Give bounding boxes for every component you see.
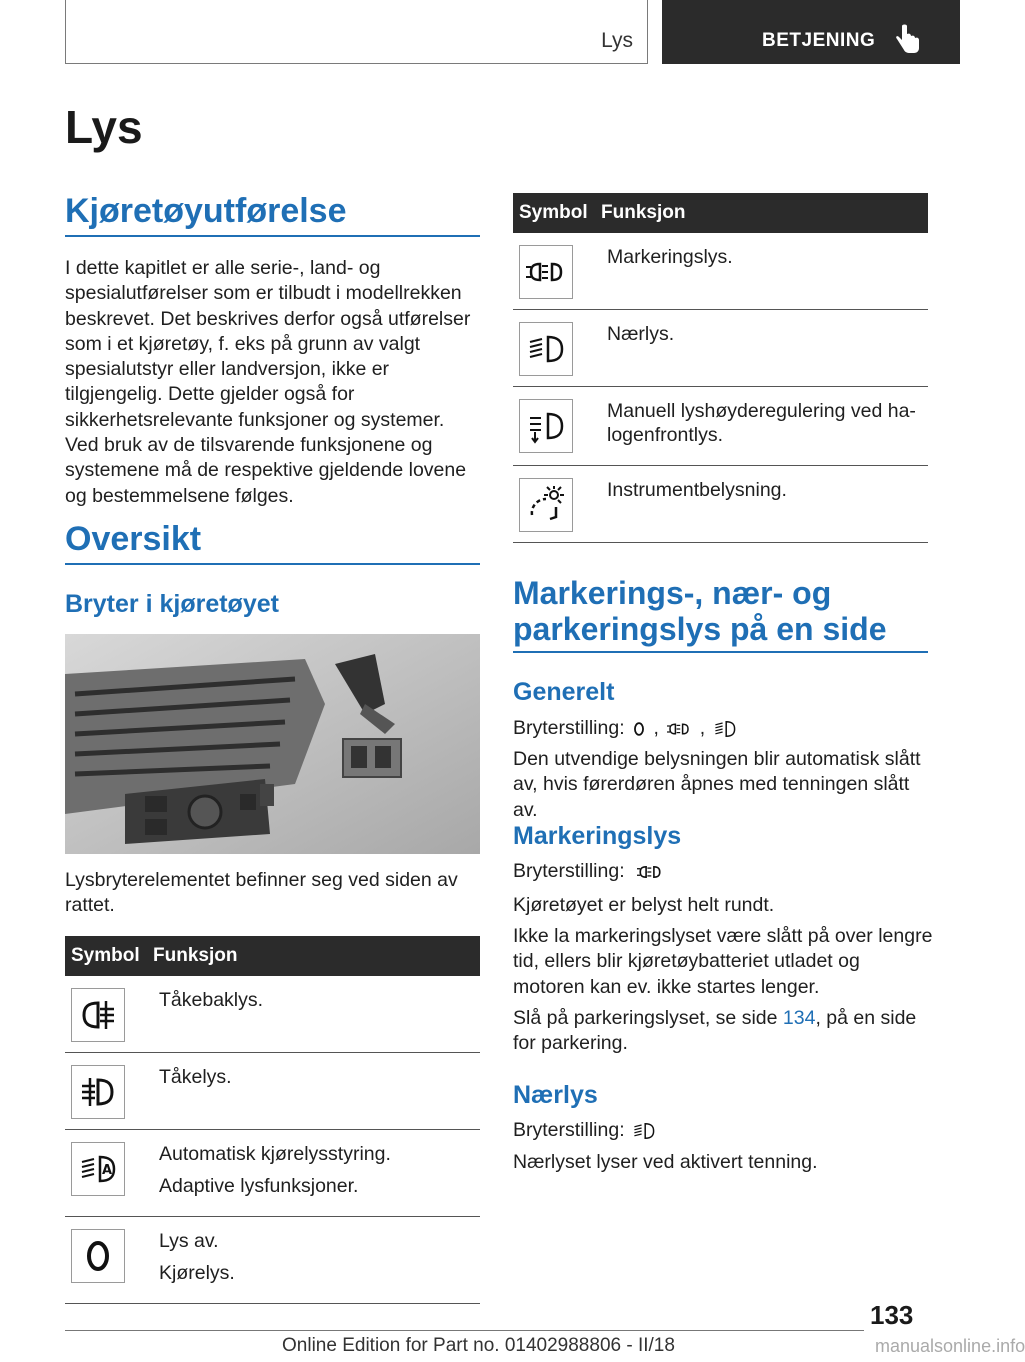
function-text: Automatisk kjørelysstyring. — [159, 1143, 391, 1165]
table-row — [65, 1053, 480, 1130]
page-title: Lys — [65, 101, 143, 153]
front-fog-light-icon — [71, 1065, 125, 1119]
function-text: Tåkelys. — [159, 1066, 232, 1088]
switch-position-general: Bryterstilling: , , — [513, 716, 933, 741]
parking-light-icon — [664, 717, 694, 741]
heading-rule — [65, 235, 480, 237]
heading-rule — [65, 563, 480, 565]
parking-text-2: Ikke la markeringslyset være slått på over lengre tid, ellers blir kjøretøybatteriet utladet og motoren kan ev. ikke startes lenger. — [513, 925, 933, 998]
col-header-symbol: Symbol — [65, 936, 153, 976]
switch-label: Bryterstilling: — [513, 860, 625, 883]
low-beam-icon — [711, 717, 739, 741]
lights-off-icon — [630, 718, 648, 740]
heading-rule — [513, 651, 928, 653]
symbol-table-right — [513, 193, 928, 543]
header-section-box — [65, 0, 648, 64]
instrument-lighting-icon — [519, 478, 573, 532]
light-switch-photo — [65, 634, 480, 854]
parking-light-icon — [630, 859, 670, 885]
col-header-function: Funksjon — [153, 936, 480, 976]
function-text: Instrumentbelysning. — [607, 479, 787, 501]
table-row — [513, 233, 928, 310]
footer-rule — [65, 1330, 864, 1331]
heading-general: Generelt — [513, 678, 615, 706]
low-beam-icon — [630, 1119, 658, 1143]
function-text: Nærlys. — [607, 323, 675, 345]
table-row — [65, 1217, 480, 1304]
function-text: Lys av. — [159, 1230, 219, 1252]
header-chapter-title: BETJENING — [762, 30, 876, 51]
page-number: 133 — [870, 1300, 914, 1330]
rear-fog-light-icon — [71, 988, 125, 1042]
footer-edition: Online Edition for Part no. 01402988806 - II/18 — [282, 1335, 675, 1356]
vehicle-version-text: I dette kapitlet er alle serie-, land- og spesialutførelser som er tilbudt i modellrekken beskrevet. Det beskrives derfor også utførelser som i et kjøretøy, f. eks på grunn av valgt spesialutstyr eller landversjon, ikke er tilgjengelig. Dette gjelder også for sikkerhetsrelevante funksjoner og systemer. Ved bruk av de tilsvarende funksjonene og systemene må de respektive gjeldende lovene og bestemmelsene følges. — [65, 257, 471, 507]
function-text: Manuell lyshøyderegulering ved halogenfrontlys. — [607, 400, 916, 446]
function-text: Adaptive lysfunksjoner. — [159, 1175, 359, 1197]
col-header-function: Funksjon — [601, 193, 928, 233]
table-row — [513, 310, 928, 387]
automatic-headlight-icon — [71, 1142, 125, 1196]
table-row — [65, 976, 480, 1053]
photo-caption: Lysbryterelementet befinner seg ved siden av rattet. — [65, 869, 458, 917]
lights-off-icon — [71, 1229, 125, 1283]
parking-light-icon — [519, 245, 573, 299]
watermark: manualsonline.info — [875, 1336, 1025, 1356]
table-row — [513, 387, 928, 466]
heading-parking-light: Markeringslys — [513, 822, 682, 850]
symbol-table-left — [65, 936, 480, 1304]
header-section-title: Lys — [601, 29, 633, 52]
heading-side-lights: Markerings-, nær- og parkeringslys på en side — [513, 575, 887, 647]
heading-switch-in-vehicle: Bryter i kjøretøyet — [65, 590, 279, 618]
header-chapter-tab[interactable] — [662, 0, 960, 64]
heading-vehicle-version: Kjøretøyutførelse — [65, 192, 347, 230]
col-header-symbol: Symbol — [513, 193, 601, 233]
switch-label: Bryterstilling: — [513, 717, 625, 739]
heading-overview: Oversikt — [65, 520, 202, 558]
general-text: Den utvendige belysningen blir automatisk slått av, hvis førerdøren åpnes med tenningen slått av. — [513, 748, 921, 821]
page-link-134[interactable]: 134 — [782, 1007, 816, 1029]
table-row — [513, 466, 928, 543]
table-row — [65, 1130, 480, 1217]
pointing-hand-icon — [894, 24, 920, 54]
heading-low-beam: Nærlys — [513, 1081, 598, 1109]
parking-text-1: Kjøretøyet er belyst helt rundt. — [513, 894, 775, 916]
switch-position-lowbeam — [513, 1118, 933, 1143]
lowbeam-text: Nærlyset lyser ved aktivert tenning. — [513, 1151, 818, 1173]
function-text: Tåkebaklys. — [159, 989, 264, 1011]
headlight-range-control-icon — [519, 399, 573, 453]
function-text: Markeringslys. — [607, 246, 733, 268]
switch-label: Bryterstilling: — [513, 1119, 625, 1141]
parking-text-3: Slå på parkeringslyset, se side 134, på en side for parkering. — [513, 1007, 917, 1055]
switch-position-parking — [513, 859, 933, 885]
function-text: Kjørelys. — [159, 1262, 235, 1284]
low-beam-icon — [519, 322, 573, 376]
